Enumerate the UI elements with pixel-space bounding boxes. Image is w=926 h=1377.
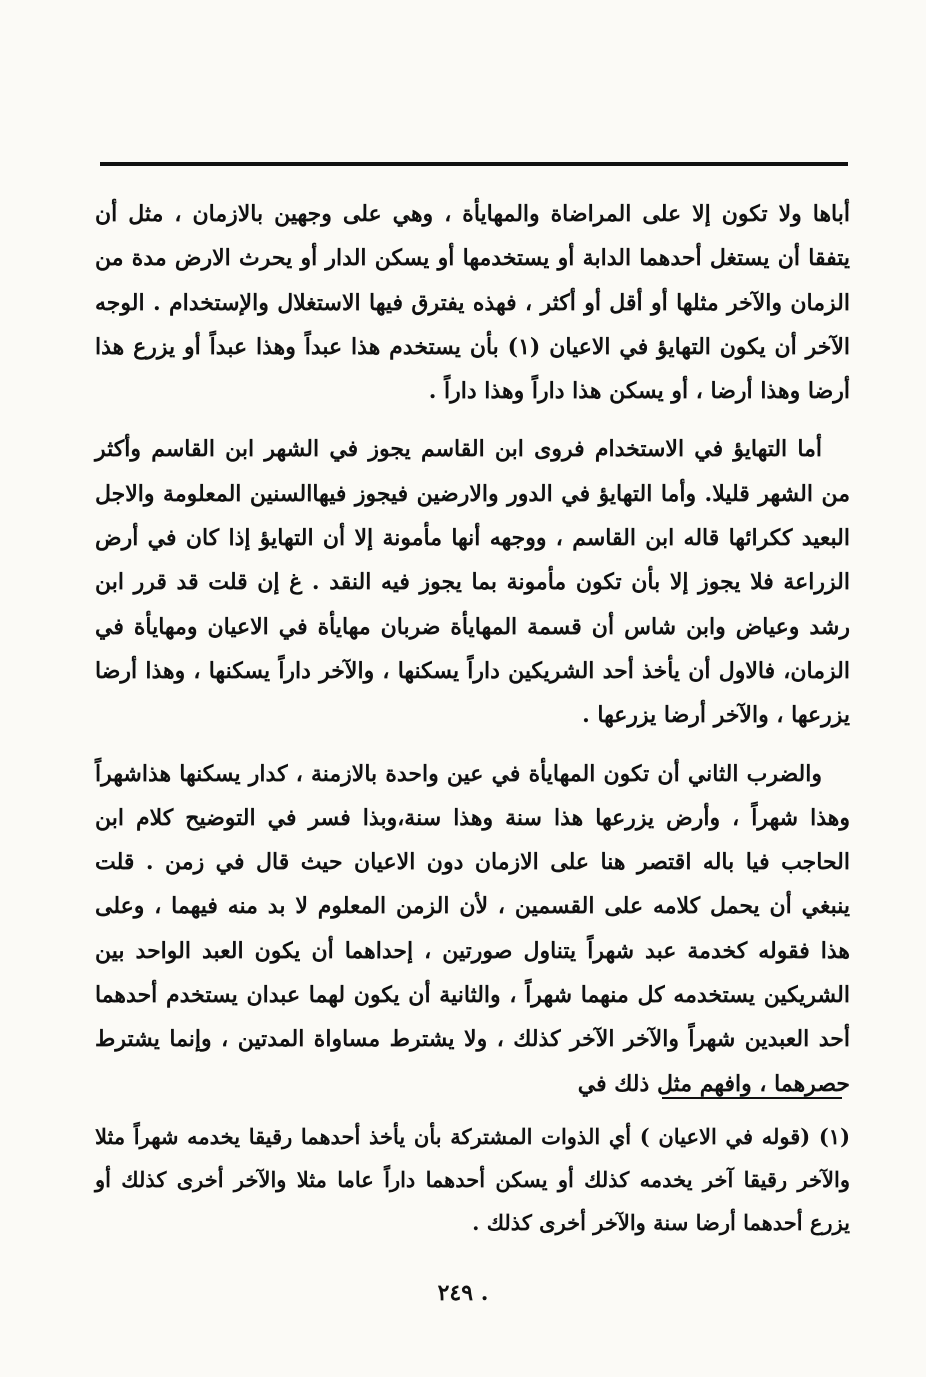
main-text	[95, 192, 850, 1120]
page-number: . ٢٤٩	[437, 1280, 489, 1306]
footnote-separator	[662, 1097, 842, 1099]
footnote	[95, 1115, 850, 1244]
header-rule	[100, 162, 848, 166]
paragraph-2: أما التهايؤ في الاستخدام فروى ابن القاسم يجوز في الشهر ابن القاسم وأكثر من الشهر قليلا. وأما التهايؤ في الدور والارضين فيجوز فيهاالسنين المعلومة والاجل البعيد ككرائها قاله ابن القاسم ، ووجهه أنها مأمونة إلا أن التهايؤ إذا كان في أرض الزراعة فلا يجوز إلا بأن تكون مأمونة بما يجوز فيه النقد . غ إن قلت قد قرر ابن رشد وعياض وابن شاس أن قسمة المهايأة ضربان مهايأة في الاعيان ومهايأة في الزمان، فالاول أن يأخذ أحد الشريكين داراً يسكنها ، والآخر داراً يسكنها ، وهذا أرضا يزرعها ، والآخر أرضا يزرعها .	[95, 436, 850, 729]
paragraph-3: والضرب الثاني أن تكون المهايأة في عين واحدة بالازمنة ، كدار يسكنها هذاشهراً وهذا شهراً ، وأرض يزرعها هذا سنة وهذا سنة،وبذا فسر في التوضيح كلام ابن الحاجب فيا باله اقتصر هنا على الازمان دون الاعيان حيث قال في زمن . قلت ينبغي أن يحمل كلامه على القسمين ، لأن الزمن المعلوم لا بد منه فيهما ، وعلى هذا فقوله كخدمة عبد شهراً يتناول صورتين ، إحداهما أن يكون العبد الواحد بين الشريكين يستخدمه كل منهما شهراً ، والثانية أن يكون لهما عبدان يستخدم أحدهما أحد العبدين شهراً والآخر الآخر كذلك ، ولا يشترط مساواة المدتين ، وإنما يشترط حصرهما ، وافهم مثل ذلك في	[95, 760, 850, 1097]
footnote-text: (١) (قوله في الاعيان ) أي الذوات المشتركة بأن يأخذ أحدهما رقيقا يخدمه شهراً مثلا والآخر رقيقا آخر يخدمه كذلك أو يسكن أحدهما داراً عاما مثلا والآخر أخرى كذلك أو يزرع أحدهما أرضا سنة والآخر أخرى كذلك .	[95, 1124, 850, 1235]
paragraph-1: أباها ولا تكون إلا على المراضاة والمهايأة ، وهي على وجهين بالازمان ، مثل أن يتفقا أن يستغل أحدهما الدابة أو يستخدمها أو يسكن الدار أو يحرث الارض مدة من الزمان والآخر مثلها أو أقل أو أكثر ، فهذه يفترق فيها الاستغلال والإستخدام . الوجه الآخر أن يكون التهايؤ في الاعيان (١) بأن يستخدم هذا عبداً وهذا عبداً أو يزرع هذا أرضا وهذا أرضا ، أو يسكن هذا داراً وهذا داراً .	[95, 201, 851, 405]
